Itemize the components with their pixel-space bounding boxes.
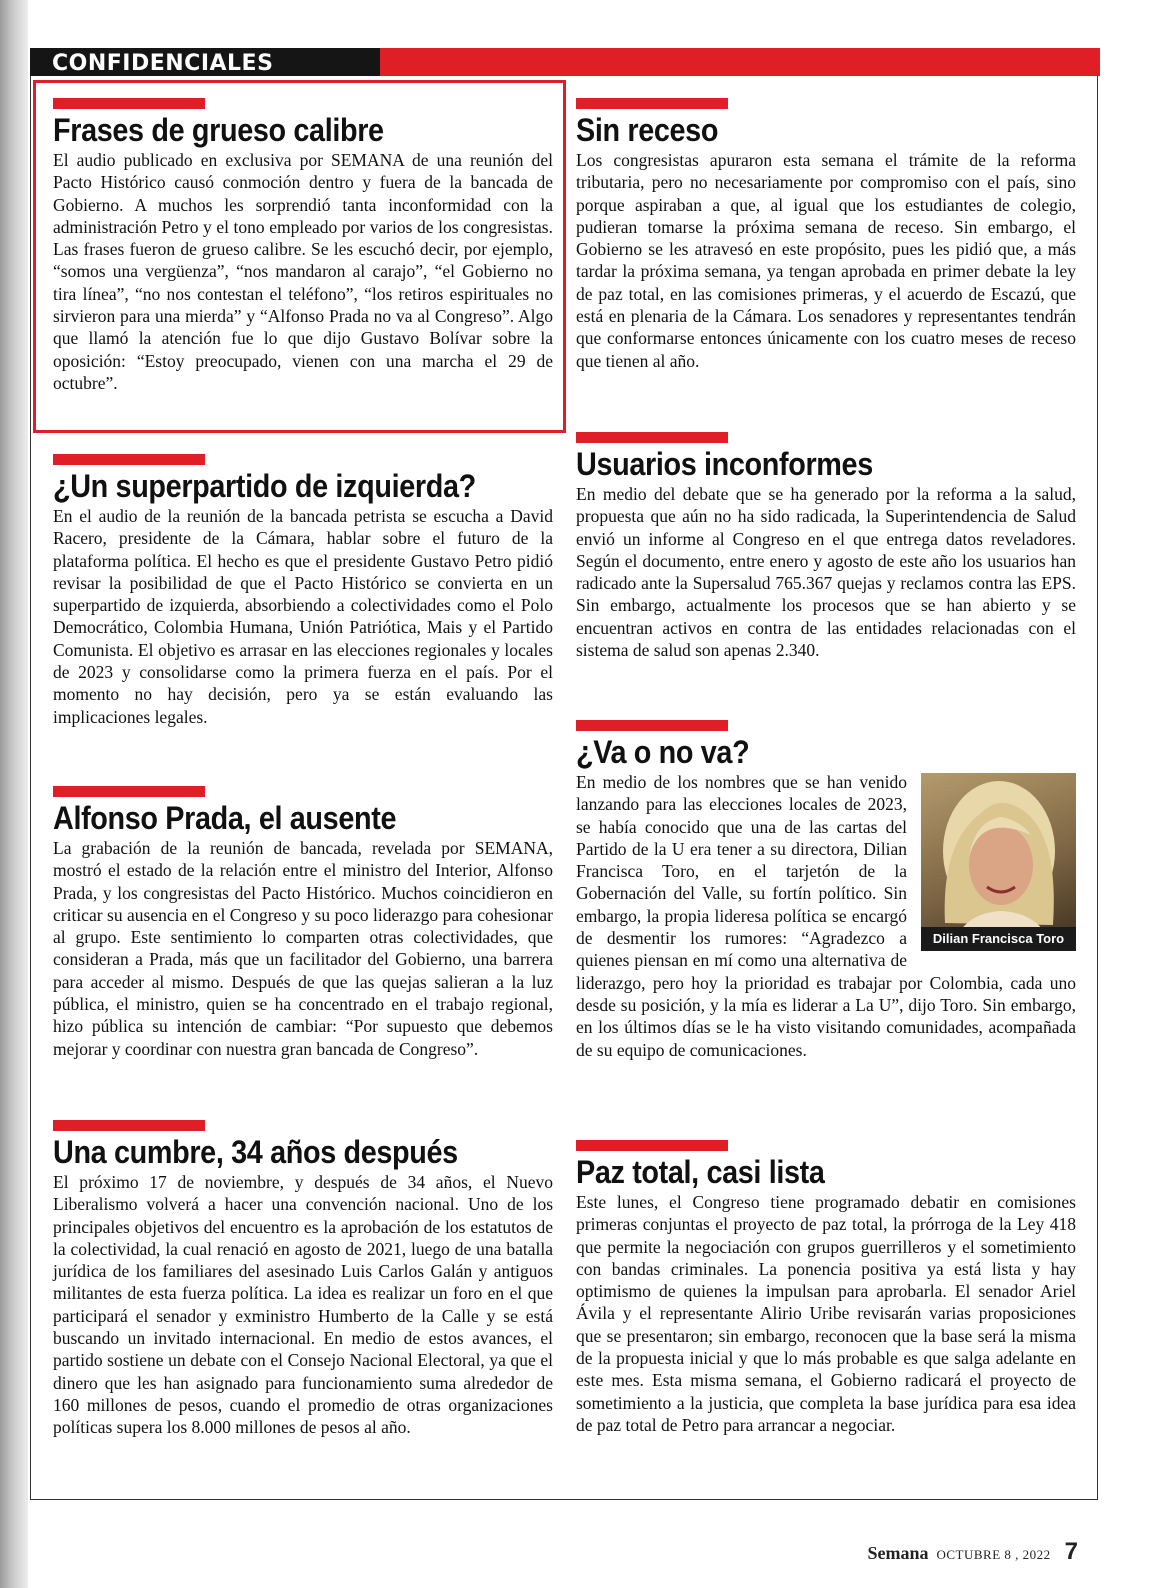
photo-caption: Dilian Francisca Toro — [921, 927, 1076, 951]
article-title: ¿Va o no va? — [576, 734, 750, 770]
article-rule — [53, 454, 205, 465]
article-title: Usuarios inconformes — [576, 446, 873, 482]
article-vaonova — [576, 720, 1076, 1061]
article-usuarios — [576, 432, 1076, 661]
article-rule — [576, 98, 728, 109]
magazine-brand: Semana — [867, 1543, 929, 1563]
article-frases — [53, 98, 553, 394]
page-footer — [867, 1538, 1078, 1566]
article-body: En medio del debate que se ha generado por la reforma a la salud, propuesta que aún no ha sido radicada, la Superintendencia de Salud envió un informe al Congreso en el que entrega datos reveladores. Según el documento, entre enero y agosto de este año los usuarios han radicado ante la Supersalud 765.367 quejas y reclamos contra las EPS. Sin embargo, actualmente los procesos que se han abierto y se encuentran activos en contra de las entidades relacionadas con el sistema de salud son apenas 2.340. — [576, 484, 1076, 661]
article-rule — [53, 98, 205, 109]
article-receso — [576, 98, 1076, 372]
article-cumbre — [53, 1120, 553, 1439]
article-rule — [576, 720, 728, 731]
article-rule — [576, 1140, 728, 1151]
issue-date: OCTUBRE 8 , 2022 — [936, 1547, 1051, 1562]
article-body: La grabación de la reunión de bancada, revelada por SEMANA, mostró el estado de la relación entre el ministro del Interior, Alfonso Prada, y los congresistas del Pacto Histórico. Muchos coincidieron en criticar su ausencia en el Congreso y su poco liderazgo para cohesionar al grupo. Este sentimiento lo comparten otras colectividades, que consideran a Prada, más que un facilitador del Gobierno, una barrera para acceder al mismo. Después de que las quejas salieran a la luz pública, el ministro, quien se ha concentrado en el trabajo regional, hizo pública su intención de cambiar: “Por supuesto que debemos mejorar y coordinar con nuestra gran bancada de Congreso”. — [53, 838, 553, 1059]
article-rule — [576, 432, 728, 443]
article-prada — [53, 786, 553, 1060]
article-paz — [576, 1140, 1076, 1436]
article-body: Este lunes, el Congreso tiene programado debatir en comisiones primeras conjuntas el proyecto de paz total, la prórroga de la Ley 418 que permite la negociación con grupos guerrilleros y el sometimiento con bandas criminales. La ponencia positiva ya está lista y hay optimismo de quienes la impulsan para aprobarla. El senador Ariel Ávila y el representante Alirio Uribe revisarán varias proposiciones que se presentaron; sin embargo, reconocen que la base será la misma de la propuesta inicial y que lo más probable es que salga adelante en este mes. Esta misma semana, el Gobierno radicará el proyecto de sometimiento a la justicia, que completa la base jurídica para esa idea de paz total de Petro para arrancar a negociar. — [576, 1192, 1076, 1435]
article-title: Alfonso Prada, el ausente — [53, 800, 397, 836]
article-title: Frases de grueso calibre — [53, 112, 384, 148]
article-body: Los congresistas apuraron esta semana el trámite de la reforma tributaria, pero no necesariamente por compromiso con el país, sino porque aspiraban a que, al igual que los estudiantes de colegio, pudieran tomarse la próxima semana de receso. Sin embargo, el Gobierno se les atravesó en este propósito, pues les pidió que, a más tardar la próxima semana, ya tengan aprobada en primer debate la ley de paz total, en las comisiones primeras, y el acuerdo de Escazú, que está en plenaria de la Cámara. Los senadores y representantes tendrán que conformarse entonces únicamente con los cuatro meses de receso que tienen al año. — [576, 150, 1076, 371]
article-body: El próximo 17 de noviembre, y después de 34 años, el Nuevo Liberalismo volverá a hacer una convención nacional. Uno de los principales objetivos del encuentro es la aprobación de los estatutos de la colectividad, la cual renació en agosto de 2021, luego de una batalla jurídica de los familiares del asesinado Luis Carlos Galán y antiguos militantes de esta fuerza política. La idea es realizar un foro en el que participará el senador y exministro Humberto de la Calle y se está buscando un invitado internacional. En medio de estos avances, el partido sostiene un debate con el Consejo Nacional Electoral, ya que el dinero que les han asignado para funcionamiento suma alrededor de 160 millones de pesos, cuando el promedio de otras organizaciones políticas supera los 8.000 millones de pesos al año. — [53, 1172, 553, 1438]
article-body: El audio publicado en exclusiva por SEMANA de una reunión del Pacto Histórico causó conmoción dentro y fuera de la bancada de Gobierno. A muchos les sorprendió tanta inconformidad con la administración Petro y el tono empleado por varios de los congresistas. Las frases fueron de grueso calibre. Se les escuchó decir, por ejemplo, “somos una vergüenza”, “nos mandaron al carajo”, “el Gobierno no tira línea”, “no nos contestan el teléfono”, “los retiros espirituales no sirvieron para una mierda” y “Alfonso Prada no va al Congreso”. Algo que llamó la atención fue lo que dijo Gustavo Bolívar sobre la oposición: “Estoy preocupado, vienen con una marcha el 29 de octubre”. — [53, 150, 553, 393]
article-body: En medio de los nombres que se han venido lanzando para las elecciones locales de 2023, se había conocido que una de las cartas del Partido de la U era tener a su directora, Dilian Francisca Toro, en el tarjetón de la Gobernación del Valle, su fortín político. Sin embargo, la propia lideresa política se encargó de desmentir los rumores: “Agradezco a quienes piensan en mí como una alternativa de liderazgo, pero hoy la prioridad es trabajar por Colombia, cada uno desde su posición, y la mía es liderar a La U”, dijo Toro. Sin embargo, en los últimos días se le ha visto visitando comunidades, acompañada de su equipo de comunicaciones. — [576, 772, 1076, 1060]
page-number: 7 — [1064, 1538, 1078, 1565]
article-rule — [53, 786, 205, 797]
article-title: Una cumbre, 34 años después — [53, 1134, 458, 1170]
article-title: Sin receso — [576, 112, 719, 148]
article-body: En el audio de la reunión de la bancada petrista se escucha a David Racero, presidente de la Cámara, hablar sobre el futuro de la plataforma política. El hecho es que el presidente Gustavo Petro pidió revisar la posibilidad de que el Pacto Histórico se convierta en un superpartido de izquierda, absorbiendo a colectividades como el Polo Democrático, Colombia Humana, Unión Patriótica, Mais y el Partido Comunista. El objetivo es arrasar en las elecciones regionales y locales de 2023 y consolidarse como la primera fuerza en el país. Por el momento no hay decisión, pero ya se están evaluando las implicaciones legales. — [53, 506, 553, 727]
section-label: CONFIDENCIALES — [52, 51, 274, 76]
article-title: ¿Un superpartido de izquierda? — [53, 468, 476, 504]
article-title: Paz total, casi lista — [576, 1154, 825, 1190]
article-rule — [53, 1120, 205, 1131]
portrait-illustration — [921, 773, 1076, 951]
page-spine-shadow — [0, 0, 28, 1588]
article-superpartido — [53, 454, 553, 728]
portrait-photo — [921, 773, 1076, 951]
